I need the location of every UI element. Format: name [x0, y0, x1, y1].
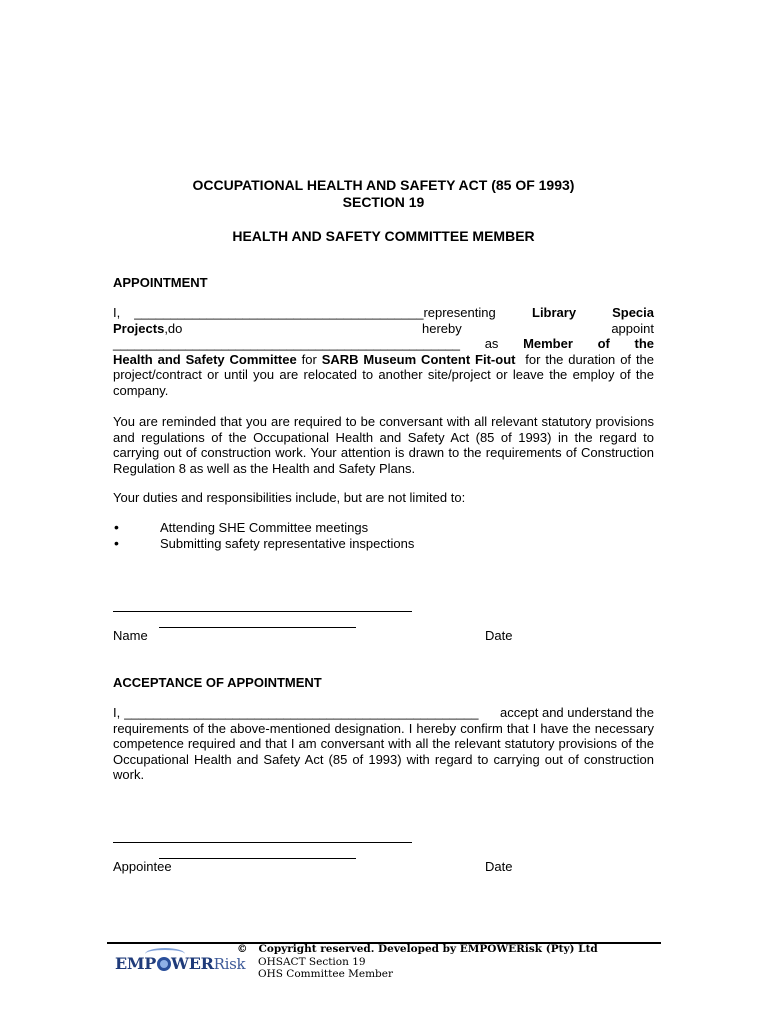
- acceptance-date-signature-line: [159, 858, 356, 859]
- footer-copyright: © Copyright reserved. Developed by EMPOWERisk (Pty) Ltd: [237, 943, 598, 955]
- bullet-icon: •: [114, 519, 119, 535]
- copyright-icon: ©: [237, 943, 248, 955]
- bullet-icon: •: [114, 534, 119, 551]
- footer-doc-reference: OHSACT Section 19: [258, 956, 366, 968]
- appointee-signature-line: [113, 842, 412, 843]
- acceptance-date-label: Date: [485, 859, 513, 874]
- appointment-paragraph: [113, 305, 654, 398]
- list-item: • Submitting safety representative inspections: [114, 534, 415, 551]
- list-item: • Attending SHE Committee meetings: [114, 519, 369, 535]
- name-label: Name: [113, 628, 148, 643]
- document-subtitle: HEALTH AND SAFETY COMMITTEE MEMBER: [232, 228, 535, 244]
- acceptance-paragraph: I, _________________________________________________ accept and understand the requirements of the above-mentioned designation. I hereby confirm that I have the necessary competence required and that I am conversant with all the relevant statutory provisions of the Occupational Health and Safety Act (85 of 1993) with regard to carrying out of construction work.: [113, 705, 654, 782]
- appointment-line-1: I, ________________________________________ representing Library Specia: [113, 305, 654, 320]
- acceptee-name-blank: _________________________________________________: [124, 705, 479, 720]
- statutory-reminder-paragraph: You are reminded that you are required to be conversant with all relevant statutory provisions and regulations of the Occupational Health and Safety Act (85 of 1993) in the regard to carrying out of construction work. Your attention is drawn to the requirements of Construction Regulation 8 as well as the Health and Safety Plans.: [113, 414, 654, 476]
- acceptance-line-1: I, _________________________________________________ accept and understand the: [113, 705, 654, 720]
- date-signature-line: [159, 627, 356, 628]
- name-signature-line: [113, 611, 412, 612]
- footer-doc-name: OHS Committee Member: [258, 968, 394, 980]
- appointment-line-4: Health and Safety Committee for SARB Museum Content Fit-out for the duration of the project/contract or until you are relocated to another site/project or leave the employ of the company.: [113, 351, 655, 398]
- appointment-line-3: ________________________________________________ as Member of the: [113, 336, 654, 351]
- acceptance-heading: ACCEPTANCE OF APPOINTMENT: [113, 675, 322, 690]
- appointment-heading: APPOINTMENT: [113, 275, 208, 290]
- duties-intro: Your duties and responsibilities include, but are not limited to:: [113, 490, 466, 505]
- document-title: [113, 177, 654, 211]
- duties-list: [113, 520, 414, 551]
- appointee-label: Appointee: [113, 859, 172, 874]
- appointee-name-blank: ________________________________________: [134, 305, 424, 320]
- date-label: Date: [485, 628, 513, 643]
- title-line-1: OCCUPATIONAL HEALTH AND SAFETY ACT (85 OF 1993): [192, 177, 575, 193]
- appointment-line-2: Projects,do hereby appoint: [113, 320, 654, 336]
- title-line-2: SECTION 19: [342, 194, 425, 210]
- empowerisk-logo: EMP WERRisk: [115, 948, 225, 976]
- member-name-blank: ________________________________________________: [113, 336, 461, 351]
- logo-globe-icon: [157, 957, 171, 971]
